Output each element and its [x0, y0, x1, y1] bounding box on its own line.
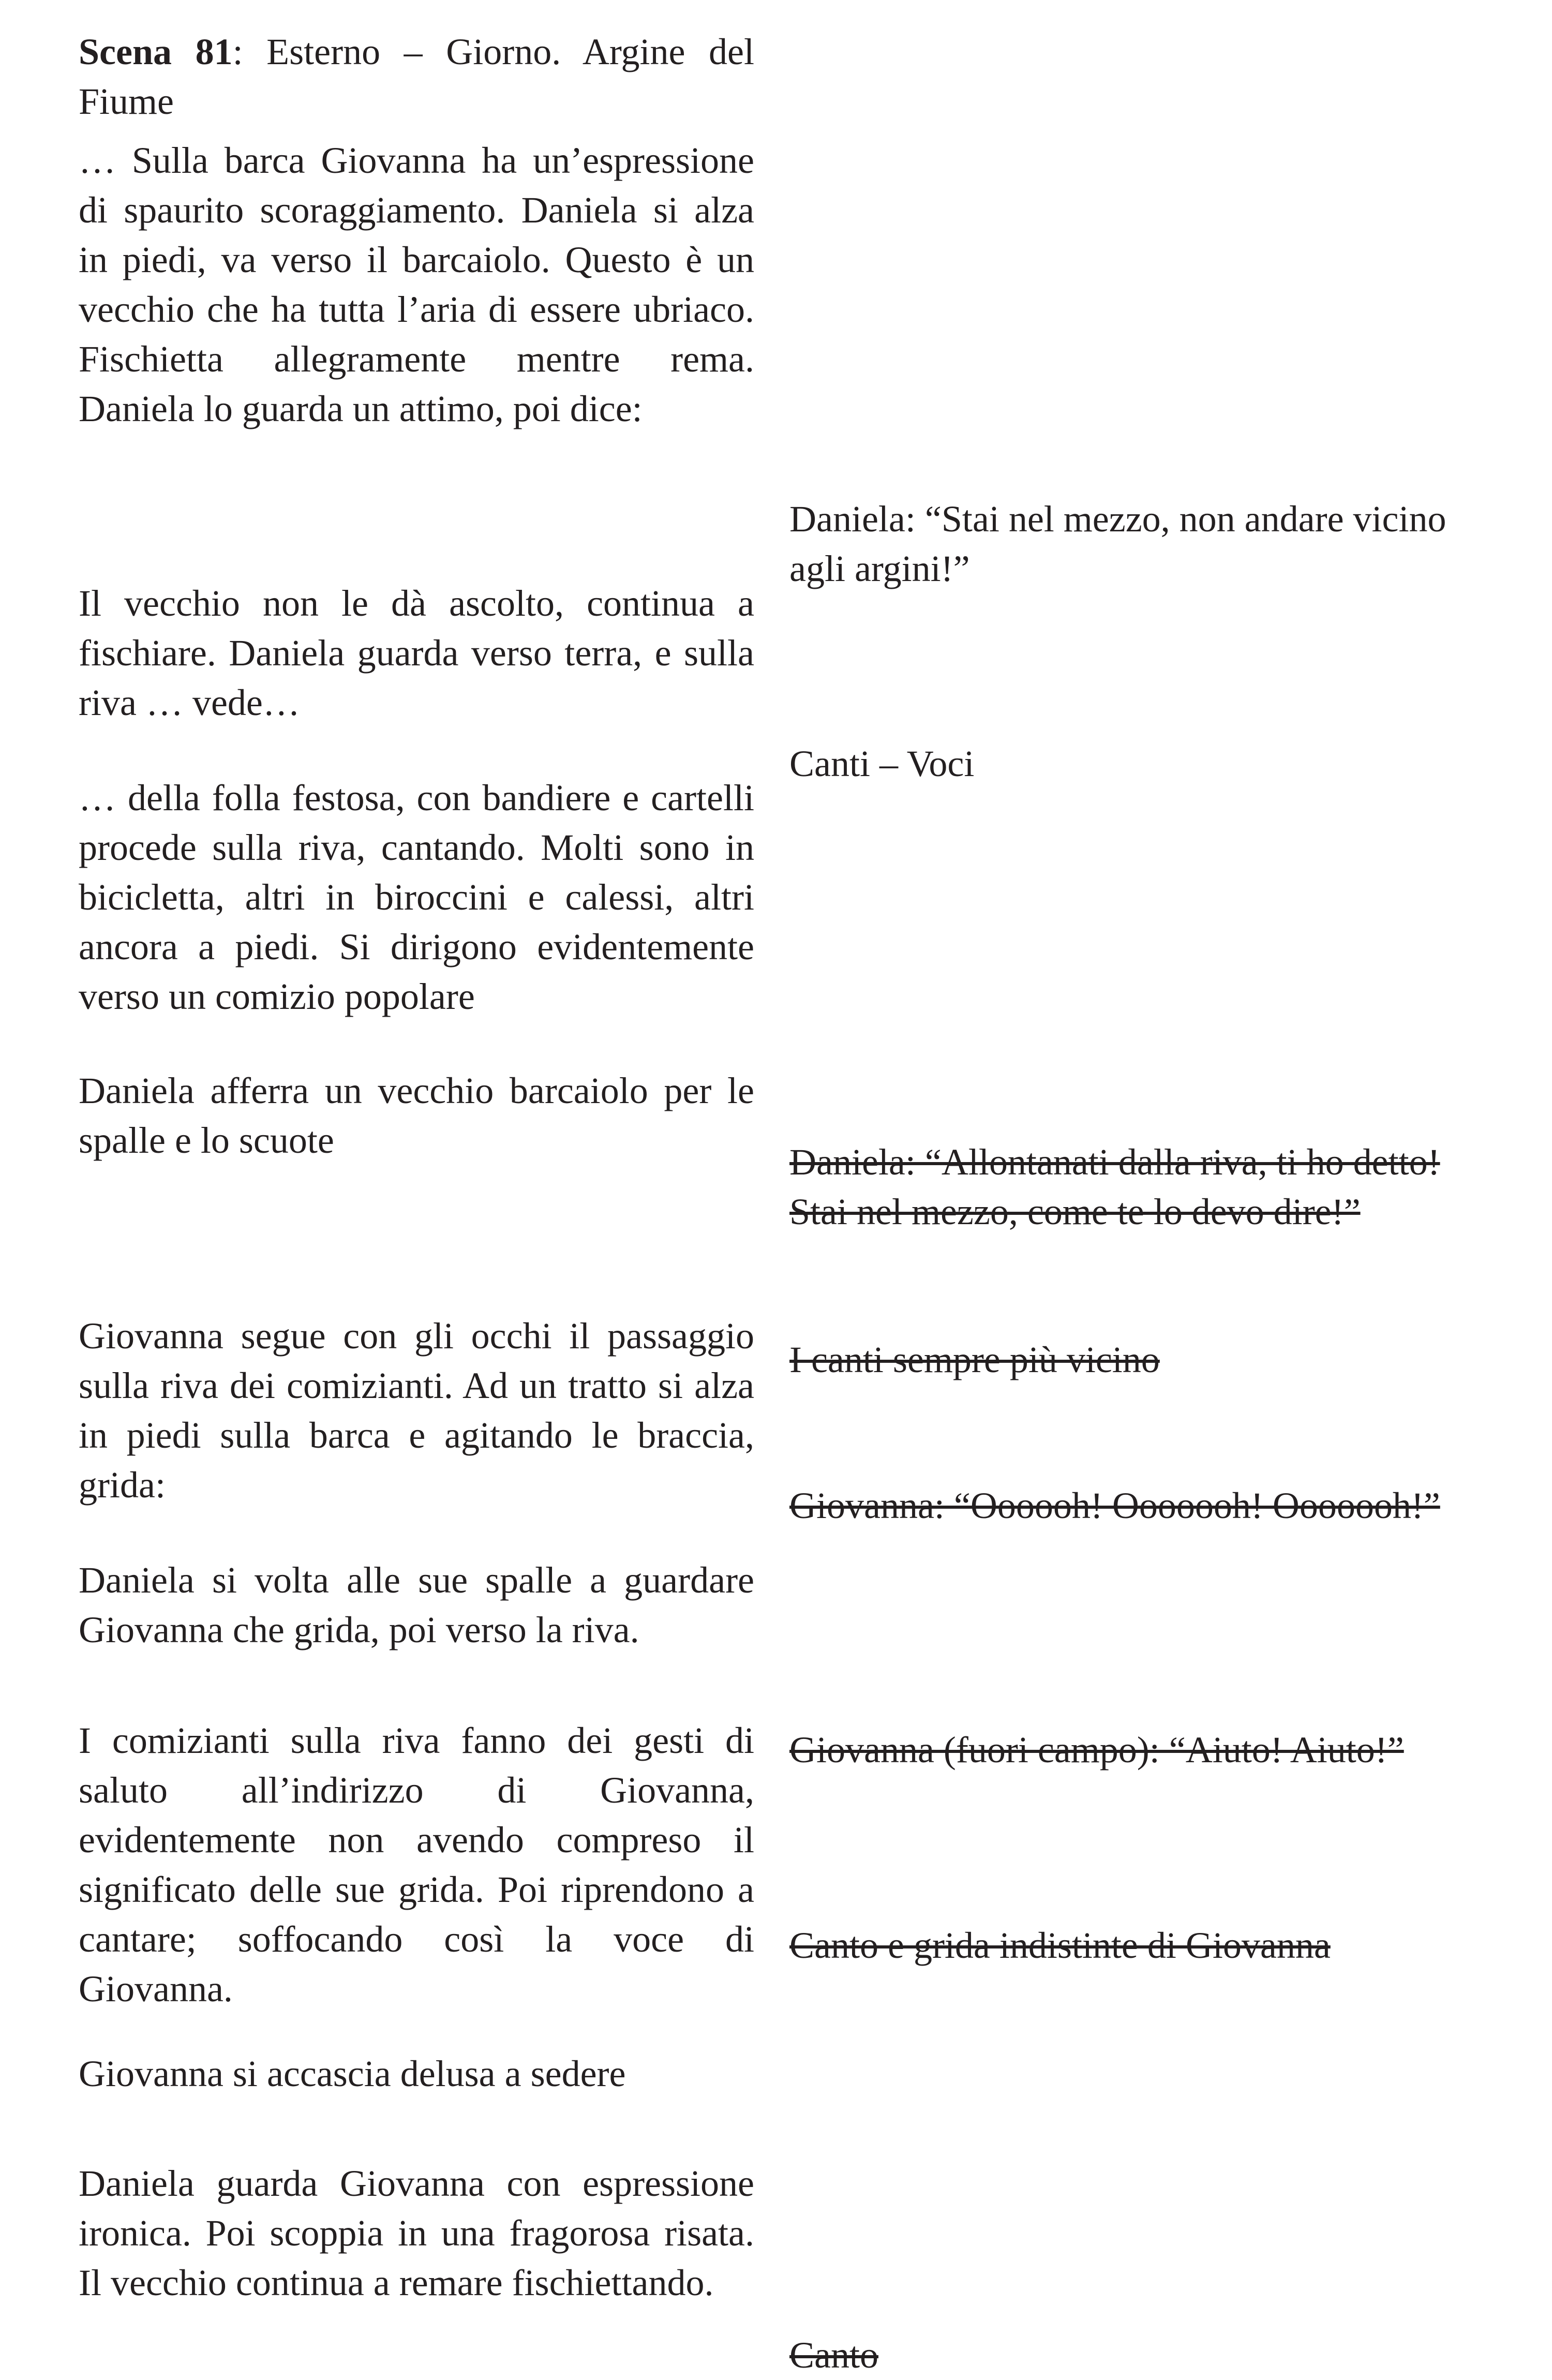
action-paragraph-5: Giovanna segue con gli occhi il passaggio sulla riva dei comizianti. Ad un tratto si alza in piedi sulla barca e agitando le braccia, grida:	[79, 1315, 754, 1506]
dialogue-daniela-1: Daniela: “Stai nel mezzo, non andare vicino agli argini!”	[789, 498, 1446, 589]
action-paragraph-9: Daniela guarda Giovanna con espressione ironica. Poi scoppia in una fragorosa risata. Il vecchio continua a remare fischiettando.	[79, 2163, 754, 2303]
sound-cue-canti-voci: Canti – Voci	[789, 743, 975, 784]
scene-location: : Esterno – Giorno. Argine del Fiume	[79, 31, 754, 122]
sound-cue-canto-struck: Canto	[789, 2334, 878, 2376]
action-paragraph-4: Daniela afferra un vecchio barcaiolo per le spalle e lo scuote	[79, 1070, 754, 1161]
action-paragraph-8: Giovanna si accascia delusa a sedere	[79, 2053, 626, 2094]
dialogue-giovanna-1-struck: Giovanna: “Oooooh! Ooooooh! Ooooooh!”	[789, 1485, 1440, 1526]
action-paragraph-1: … Sulla barca Giovanna ha un’espressione di spaurito scoraggiamento. Daniela si alza in piedi, va verso il barcaiolo. Questo è un vecchio che ha tutta l’aria di essere ubriaco. Fischietta allegramente mentre rema. Daniela lo guarda un attimo, poi dice:	[79, 140, 754, 429]
sound-cue-canti-vicino-struck: I canti sempre più vicino	[789, 1339, 1160, 1380]
action-paragraph-7: I comizianti sulla riva fanno dei gesti di saluto all’indirizzo di Giovanna, evidentemente non avendo compreso il significato delle sue grida. Poi riprendono a cantare; soffocando così la voce di Giovanna.	[79, 1720, 754, 2010]
action-paragraph-6: Daniela si volta alle sue spalle a guardare Giovanna che grida, poi verso la riva.	[79, 1559, 754, 1650]
action-paragraph-2: Il vecchio non le dà ascolto, continua a fischiare. Daniela guarda verso terra, e sulla riva … vede…	[79, 583, 754, 723]
dialogue-daniela-2-struck: Daniela: “Allontanati dalla riva, ti ho detto! Stai nel mezzo, come te lo devo dire!”	[789, 1141, 1440, 1232]
scene-heading	[79, 27, 754, 126]
sound-cue-canto-grida-struck: Canto e grida indistinte di Giovanna	[789, 1925, 1331, 1966]
scene-number: Scena 81	[79, 31, 233, 72]
action-paragraph-3: … della folla festosa, con bandiere e cartelli procede sulla riva, cantando. Molti sono in bicicletta, altri in biroccini e calessi, altri ancora a piedi. Si dirigono evidentemente verso un comizio popolare	[79, 777, 754, 1017]
dialogue-giovanna-offscreen-struck: Giovanna (fuori campo): “Aiuto! Aiuto!”	[789, 1729, 1404, 1771]
